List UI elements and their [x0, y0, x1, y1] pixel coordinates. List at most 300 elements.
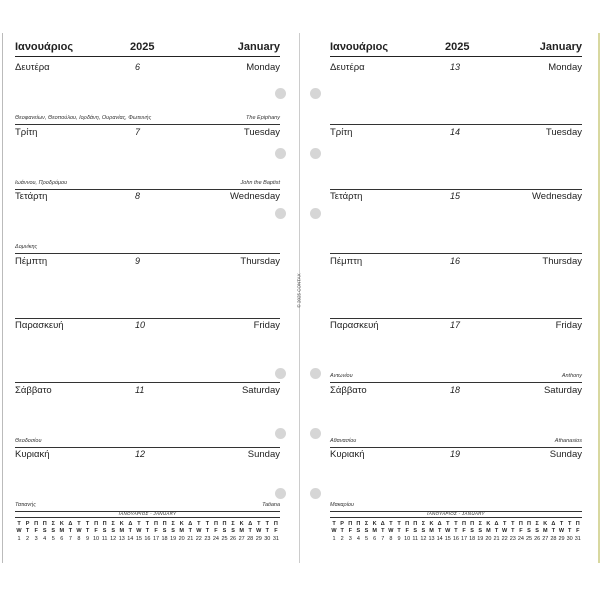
weekday-english: T: [340, 528, 344, 534]
weekday-greek: T: [265, 521, 269, 527]
weekday-greek: Π: [527, 521, 531, 527]
weekday-english: M: [239, 528, 244, 534]
weekday-greek: T: [332, 521, 336, 527]
weekday-greek: Π: [154, 521, 158, 527]
day-of-month: 19: [477, 536, 484, 542]
day-of-month: 11: [101, 536, 108, 542]
header-rule: [15, 56, 280, 57]
weekday-english: F: [94, 528, 98, 534]
weekday-english: S: [162, 528, 167, 534]
day-number: 7: [135, 126, 141, 137]
weekday-english: T: [265, 528, 269, 534]
mini-calendar-day: [574, 521, 582, 543]
punch-hole: [275, 208, 286, 219]
weekday-greek: T: [17, 521, 21, 527]
weekday-english: T: [567, 528, 572, 534]
mini-calendar-day: [66, 521, 74, 543]
mini-calendar-day: [501, 521, 509, 543]
day-name-english: Wednesday: [532, 191, 582, 202]
day-number: 19: [450, 449, 461, 459]
day-name-greek: Δευτέρα: [15, 62, 50, 73]
day-of-month: 8: [77, 536, 81, 542]
mini-calendar-day: [118, 521, 126, 543]
day-of-month: 23: [204, 536, 211, 542]
mini-calendar-day: [566, 521, 574, 543]
weekday-greek: Σ: [231, 521, 235, 527]
name-day-greek: Τατιανής: [15, 502, 36, 508]
name-day-greek: Θεοδοσίου: [15, 437, 42, 444]
weekday-english: S: [171, 528, 175, 534]
mini-calendar-day: [541, 521, 549, 543]
mini-calendar-day: [152, 521, 160, 543]
weekday-greek: Π: [413, 521, 418, 527]
name-day-greek: Μακαρίου: [330, 502, 354, 508]
day-row[interactable]: [15, 448, 280, 512]
day-number: 13: [450, 62, 461, 72]
weekday-english: M: [119, 528, 125, 534]
mini-calendar-day: [84, 521, 92, 543]
mini-calendar: [15, 511, 280, 555]
day-of-month: 3: [34, 536, 38, 542]
day-row[interactable]: [330, 384, 582, 448]
day-of-month: 12: [420, 536, 427, 542]
day-number: 9: [135, 255, 141, 266]
day-row[interactable]: [15, 190, 280, 254]
weekday-greek: T: [397, 521, 401, 527]
day-of-month: 15: [135, 536, 142, 542]
punch-hole: [310, 88, 321, 99]
day-of-month: 3: [348, 536, 352, 542]
day-name-greek: Σάββατο: [330, 384, 367, 396]
day-of-month: 12: [110, 536, 117, 542]
weekday-greek: Κ: [372, 521, 377, 527]
weekday-english: T: [454, 528, 458, 534]
day-of-month: 27: [542, 536, 549, 542]
weekday-greek: T: [137, 521, 141, 527]
weekday-greek: Δ: [68, 521, 73, 527]
day-name-english: Tuesday: [545, 126, 582, 138]
weekday-english: T: [68, 528, 73, 534]
copyright-note: © 2025 CONTAX: [296, 273, 302, 308]
page-header: [15, 41, 280, 55]
mini-calendar-day: [354, 521, 362, 543]
mini-calendar-day: [444, 521, 452, 543]
weekday-greek: Σ: [171, 521, 175, 527]
day-of-month: 16: [144, 536, 151, 542]
weekday-english: S: [102, 528, 107, 534]
weekday-greek: Π: [273, 521, 278, 527]
mini-calendar-grid: [330, 521, 582, 543]
weekday-english: W: [136, 528, 142, 534]
day-of-month: 17: [152, 536, 160, 542]
day-row[interactable]: [330, 448, 582, 512]
mini-calendar-day: [229, 521, 237, 543]
punch-hole: [275, 488, 286, 499]
weekday-english: F: [462, 528, 466, 534]
weekday-greek: Π: [356, 521, 361, 527]
mini-calendar-day: [221, 521, 229, 543]
day-of-month: 2: [26, 536, 30, 542]
day-of-month: 24: [212, 536, 219, 542]
mini-calendar-day: [169, 521, 177, 543]
weekday-english: F: [34, 528, 38, 534]
day-row[interactable]: [330, 255, 582, 319]
weekday-greek: Π: [162, 521, 167, 527]
day-of-month: 23: [509, 536, 516, 542]
weekday-greek: Π: [213, 521, 218, 527]
day-name-greek: Παρασκευή: [330, 320, 379, 331]
day-of-month: 10: [93, 536, 100, 542]
weekday-english: S: [231, 528, 235, 534]
name-day-greek: Δομνίκης: [15, 244, 38, 250]
weekday-english: S: [51, 528, 56, 534]
month-greek: Ιανουάριος: [15, 41, 74, 53]
weekday-english: W: [16, 528, 22, 534]
day-name-english: Monday: [548, 62, 582, 73]
mini-calendar-day: [484, 521, 492, 543]
punch-hole: [310, 368, 321, 379]
day-of-month: 7: [381, 536, 385, 542]
weekday-greek: Σ: [111, 521, 115, 527]
day-number: 6: [135, 62, 141, 72]
weekday-english: S: [111, 528, 116, 534]
day-of-month: 14: [127, 536, 134, 542]
mini-calendar-day: [379, 521, 387, 543]
mini-calendar: [330, 511, 582, 555]
weekday-greek: Δ: [494, 521, 499, 527]
year: 2025: [130, 41, 155, 53]
weekday-greek: Σ: [421, 521, 426, 527]
day-name-english: Sunday: [247, 449, 280, 460]
weekday-english: W: [445, 528, 451, 534]
mini-calendar-day: [41, 521, 49, 543]
punch-hole: [310, 428, 321, 439]
weekday-english: M: [542, 528, 548, 534]
weekday-greek: P: [25, 521, 30, 527]
day-of-month: 18: [161, 536, 168, 542]
mini-calendar-day: [525, 521, 533, 543]
mini-calendar-day: [161, 521, 169, 543]
day-of-month: 6: [373, 536, 377, 542]
weekday-english: T: [25, 528, 30, 534]
weekday-greek: T: [205, 521, 210, 527]
day-of-month: 5: [364, 536, 369, 542]
mini-calendar-day: [109, 521, 117, 543]
day-of-month: 2: [340, 536, 344, 542]
mini-calendar-day: [517, 521, 525, 543]
weekday-english: T: [128, 528, 132, 534]
day-of-month: 9: [397, 536, 401, 542]
day-name-greek: Σάββατο: [15, 384, 52, 396]
day-of-month: 13: [118, 536, 125, 542]
mini-calendar-day: [32, 521, 40, 543]
day-row[interactable]: [15, 126, 280, 190]
left-diary-page: [2, 33, 300, 563]
day-row[interactable]: [330, 126, 582, 190]
weekday-greek: Δ: [551, 521, 556, 527]
day-name-english: Friday: [555, 320, 582, 331]
weekday-english: S: [470, 528, 474, 534]
weekday-english: T: [85, 528, 90, 534]
day-of-month: 19: [170, 536, 177, 542]
weekday-greek: Π: [42, 521, 47, 527]
weekday-english: S: [527, 528, 531, 534]
weekday-english: M: [372, 528, 377, 534]
day-of-month: 24: [517, 536, 524, 542]
mini-calendar-day: [263, 521, 271, 543]
day-row[interactable]: [330, 61, 582, 125]
day-of-month: 25: [221, 536, 228, 542]
weekday-greek: Κ: [239, 521, 244, 527]
weekday-greek: Σ: [478, 521, 482, 527]
day-row[interactable]: [330, 190, 582, 254]
weekday-english: T: [511, 528, 515, 534]
day-of-month: 4: [43, 536, 47, 542]
day-name-english: Tuesday: [243, 126, 280, 138]
mini-calendar-day: [436, 521, 444, 543]
day-of-month: 27: [238, 536, 245, 542]
weekday-greek: T: [77, 521, 81, 527]
weekday-english: S: [222, 528, 227, 534]
mini-calendar-day: [135, 521, 143, 543]
weekday-greek: T: [454, 521, 458, 527]
day-of-month: 4: [356, 536, 360, 542]
day-name-english: Sunday: [549, 449, 582, 460]
mini-calendar-day: [75, 521, 83, 543]
mini-calendar-day: [101, 521, 109, 543]
page-header: [330, 41, 582, 55]
weekday-english: S: [421, 528, 426, 534]
weekday-greek: Σ: [51, 521, 55, 527]
day-number: 10: [135, 320, 146, 330]
weekday-greek: P: [340, 521, 344, 527]
weekday-greek: T: [511, 521, 515, 527]
punch-hole: [275, 88, 286, 99]
day-number: 8: [135, 191, 141, 201]
day-row[interactable]: [15, 61, 280, 125]
mini-calendar-day: [126, 521, 134, 543]
weekday-english: F: [214, 528, 218, 534]
day-name-english: Friday: [253, 320, 280, 331]
day-of-month: 17: [460, 536, 468, 542]
mini-calendar-day: [428, 521, 436, 543]
day-name-english: Monday: [246, 62, 280, 73]
mini-calendar-day: [363, 521, 371, 543]
weekday-english: F: [519, 528, 523, 534]
weekday-english: S: [356, 528, 361, 534]
day-of-month: 9: [85, 536, 90, 542]
weekday-english: F: [348, 528, 352, 534]
day-of-month: 28: [550, 536, 557, 542]
day-name-english: Thursday: [240, 255, 280, 267]
day-name-greek: Τρίτη: [15, 126, 38, 138]
mini-calendar-day: [452, 521, 460, 543]
day-number: 16: [450, 255, 461, 266]
mini-calendar-day: [272, 521, 280, 543]
weekday-english: W: [558, 528, 565, 534]
day-name-english: Wednesday: [230, 191, 280, 202]
day-of-month: 29: [558, 536, 565, 542]
mini-calendar-day: [195, 521, 203, 543]
day-of-month: 25: [525, 536, 533, 542]
day-row[interactable]: [15, 384, 280, 448]
weekday-greek: Κ: [429, 521, 434, 527]
weekday-english: W: [76, 528, 82, 534]
punch-hole: [310, 208, 321, 219]
day-name-english: Thursday: [542, 255, 582, 267]
day-of-month: 14: [436, 536, 443, 542]
day-of-month: 1: [17, 536, 21, 542]
mini-calendar-day: [246, 521, 254, 543]
day-of-month: 21: [187, 536, 194, 542]
month-english: January: [237, 41, 280, 53]
day-of-month: 28: [247, 536, 254, 542]
day-of-month: 15: [444, 536, 451, 542]
mini-calendar-day: [212, 521, 220, 543]
name-day-english: Tatiana: [262, 502, 280, 508]
weekday-greek: Κ: [486, 521, 491, 527]
day-row[interactable]: [330, 319, 582, 383]
weekday-greek: Δ: [188, 521, 193, 527]
day-name-greek: Πέμπτη: [330, 255, 363, 267]
day-of-month: 26: [534, 536, 541, 542]
mini-calendar-day: [92, 521, 100, 543]
weekday-greek: Π: [102, 521, 107, 527]
day-name-english: Saturday: [241, 384, 280, 396]
day-name-greek: Δευτέρα: [330, 62, 365, 73]
day-number: 18: [450, 384, 461, 395]
day-of-month: 20: [178, 536, 185, 542]
weekday-greek: Κ: [179, 521, 184, 527]
mini-calendar-day: [255, 521, 263, 543]
weekday-greek: Σ: [364, 521, 369, 527]
day-name-greek: Πέμπτη: [15, 255, 48, 267]
punch-hole: [275, 368, 286, 379]
mini-calendar-day: [143, 521, 151, 543]
weekday-greek: Σ: [535, 521, 539, 527]
weekday-greek: Π: [348, 521, 353, 527]
weekday-english: W: [388, 528, 394, 534]
weekday-greek: T: [567, 521, 572, 527]
mini-calendar-day: [509, 521, 517, 543]
weekday-greek: Δ: [128, 521, 133, 527]
mini-calendar-day: [558, 521, 566, 543]
weekday-greek: Π: [470, 521, 475, 527]
day-of-month: 26: [230, 536, 237, 542]
mini-calendar-day: [387, 521, 395, 543]
weekday-english: M: [179, 528, 184, 534]
day-of-month: 20: [485, 536, 492, 542]
weekday-english: M: [486, 528, 491, 534]
day-of-month: 13: [428, 536, 435, 542]
mini-calendar-day: [49, 521, 57, 543]
mini-calendar-day: [346, 521, 354, 543]
day-row[interactable]: [15, 255, 280, 319]
day-name-greek: Κυριακή: [15, 449, 50, 460]
weekday-greek: T: [197, 521, 201, 527]
day-of-month: 8: [389, 536, 393, 542]
name-day-greek: Ιωάννου, Προδρόμου: [15, 179, 68, 186]
name-day-english: The Epiphany: [246, 115, 280, 121]
day-of-month: 11: [412, 536, 419, 542]
day-name-greek: Παρασκευή: [15, 320, 64, 331]
day-name-greek: Τρίτη: [330, 126, 353, 138]
weekday-english: T: [205, 528, 210, 534]
mini-calendar-day: [476, 521, 484, 543]
weekday-english: S: [42, 528, 47, 534]
mini-calendar-day: [178, 521, 186, 543]
weekday-english: M: [59, 528, 65, 534]
day-of-month: 30: [264, 536, 271, 542]
day-of-month: 16: [452, 536, 459, 542]
mini-calendar-day: [371, 521, 379, 543]
weekday-english: F: [405, 528, 409, 534]
weekday-greek: T: [559, 521, 564, 527]
mini-calendar-day: [403, 521, 411, 543]
day-name-greek: Τετάρτη: [15, 191, 48, 202]
mini-calendar-grid: [15, 521, 280, 543]
mini-calendar-day: [460, 521, 468, 543]
mini-calendar-day: [468, 521, 476, 543]
weekday-greek: Π: [462, 521, 466, 527]
weekday-english: F: [154, 528, 158, 534]
day-row[interactable]: [15, 319, 280, 383]
name-day-english: John the Baptist: [240, 179, 280, 186]
weekday-greek: Δ: [248, 521, 253, 527]
mini-calendar-day: [533, 521, 541, 543]
weekday-english: W: [196, 528, 202, 534]
name-day-greek: Αθανασίου: [330, 437, 357, 444]
weekday-greek: Κ: [59, 521, 64, 527]
day-of-month: 22: [195, 536, 202, 542]
mini-calendar-day: [338, 521, 346, 543]
weekday-english: T: [145, 528, 150, 534]
punch-hole: [310, 148, 321, 159]
weekday-english: S: [535, 528, 539, 534]
mini-calendar-day: [411, 521, 419, 543]
weekday-english: W: [502, 528, 508, 534]
day-of-month: 1: [332, 536, 336, 542]
month-greek: Ιανουάριος: [330, 41, 389, 53]
weekday-greek: Π: [518, 521, 523, 527]
punch-hole: [275, 428, 286, 439]
weekday-greek: Π: [405, 521, 410, 527]
mini-calendar-day: [493, 521, 501, 543]
weekday-greek: T: [85, 521, 90, 527]
name-day-greek: Αντωνίου: [330, 373, 353, 379]
weekday-english: W: [331, 528, 337, 534]
mini-calendar-day: [24, 521, 32, 543]
name-day-english: Athanasios: [554, 437, 582, 444]
mini-calendar-day: [203, 521, 211, 543]
month-english: January: [539, 41, 582, 53]
weekday-english: M: [429, 528, 434, 534]
weekday-greek: Κ: [543, 521, 548, 527]
day-of-month: 5: [51, 536, 55, 542]
weekday-english: T: [397, 528, 401, 534]
weekday-greek: T: [446, 521, 450, 527]
weekday-greek: T: [389, 521, 393, 527]
weekday-greek: Π: [94, 521, 99, 527]
mini-calendar-day: [419, 521, 427, 543]
mini-calendar-day: [15, 521, 23, 543]
day-of-month: 6: [60, 536, 64, 542]
weekday-greek: Π: [34, 521, 39, 527]
day-of-month: 31: [574, 536, 581, 542]
day-of-month: 29: [255, 536, 262, 542]
punch-hole: [310, 488, 321, 499]
day-number: 11: [135, 384, 145, 395]
